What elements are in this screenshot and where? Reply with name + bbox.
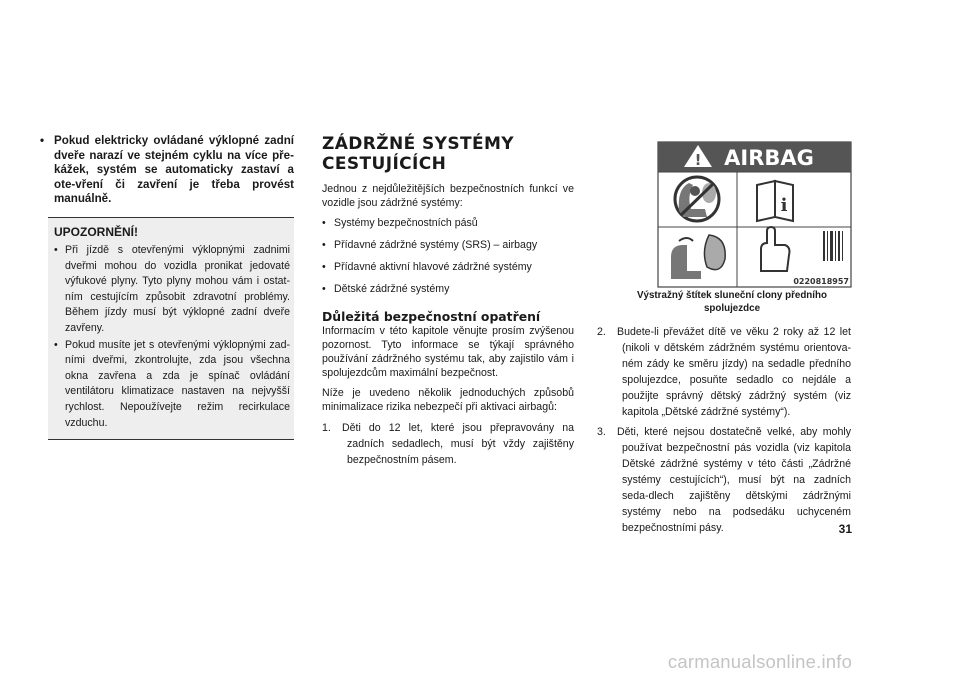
- warning-item: • Při jízdě s otevřenými výklopnými zadnimi dveřmi mohou do vozidla pronikat jedovaté výfukové plyny. Tyto plyny mohou vám i ostat-ním cestujícím způsobit zdravotní problémy. Během jízdy musí být výklopné zadní dveře zavřeny.: [54, 243, 290, 334]
- list-item: • Dětské zádržné systémy: [322, 283, 450, 295]
- list-item: • Přídavné aktivní hlavové zádržné systémy: [322, 261, 532, 273]
- watermark: carmanualsonline.info: [667, 651, 853, 672]
- numbered-item: 3. Děti, které nejsou dostatečně velké, aby mohly používat bezpečnostní pás vozidla (viz kapitola Dětské zádržné systémy v této části „Zádržné systémy cestujících“), musí být na zadních seda-dlech zajištěny dětskými zádržnými systémy nebo na podsedáku uchyceném bezpečnostními pásy.: [597, 426, 851, 534]
- figure-caption: Výstražný štítek sluneční clony předního spolujezdce: [636, 290, 827, 314]
- restraint-systems-list: [322, 216, 574, 296]
- warning-item: • Pokud musíte jet s otevřenými výklopnými zad-ními dveřmi, zkontrolujte, zda jsou všechna okna zavřena a zda je spínač ovládání ventilátoru klimatizace nastaven na nejvyšší rychlost. Nepoužívejte režim recirkulace vzduchu.: [54, 338, 290, 429]
- intro-paragraph: Jednou z nejdůležitějších bezpečnostních funkcí ve vozidle jsou zádržné systémy:: [322, 183, 574, 209]
- list-item: • Přídavné zádržné systémy (SRS) – airbagy: [322, 239, 538, 251]
- numbered-item: 2. Budete-li převážet dítě ve věku 2 roky až 12 let (nikoli v dětském zádržném systému orientova-ném zády ke směru jízdy) na sedadle předního spolujezdce, posuňte sedadlo co nejdále a použijte správný dětský zádržný systém (viz kapitola „Dětské zádržné systémy“).: [597, 326, 851, 418]
- minimize-risk-paragraph: Níže je uvedeno několik jednoduchých způsobů minimalizace rizika nebezpečí při aktivaci airbagů:: [322, 387, 574, 413]
- page-number: 31: [838, 522, 852, 536]
- svg-text:!: !: [694, 151, 702, 169]
- svg-text:i: i: [780, 195, 788, 216]
- numbered-item: 1. Děti do 12 let, které jsou přepravovány na zadních sedadlech, musí být vždy zajištěny bezpečnostním pásem.: [322, 422, 574, 466]
- tailgate-obstacle-note: • Pokud elektricky ovládané výklopné zadní dveře narazí ve stejném cyklu na více pře-kážek, systém se automaticky zastaví a ote-vření či zavření je třeba provést manuálně.: [40, 134, 294, 206]
- airbag-warning-label: [657, 141, 852, 288]
- airbag-label-text: AIRBAG: [724, 146, 814, 170]
- figure-code: 0220818957: [793, 277, 849, 286]
- right-column: [597, 324, 851, 540]
- warning-title: UPOZORNĚNÍ!: [54, 224, 138, 239]
- middle-column: [322, 134, 574, 472]
- section-heading: ZÁDRŽNÉ SYSTÉMY CESTUJÍCÍCH: [322, 134, 515, 174]
- manual-book-icon: [757, 181, 793, 221]
- precautions-paragraph: Informacím v této kapitole věnujte prosím zvýšenou pozornost. Tyto informace se týkají správného používání zádržného systému tak, aby zajistilo vám i spolujezdcům maximální bezpečnost.: [322, 325, 574, 379]
- list-item: • Systémy bezpečnostních pásů: [322, 217, 478, 229]
- left-column: [40, 134, 294, 440]
- warning-box: [48, 217, 294, 440]
- subheading: Důležitá bezpečnostní opatření: [322, 309, 541, 324]
